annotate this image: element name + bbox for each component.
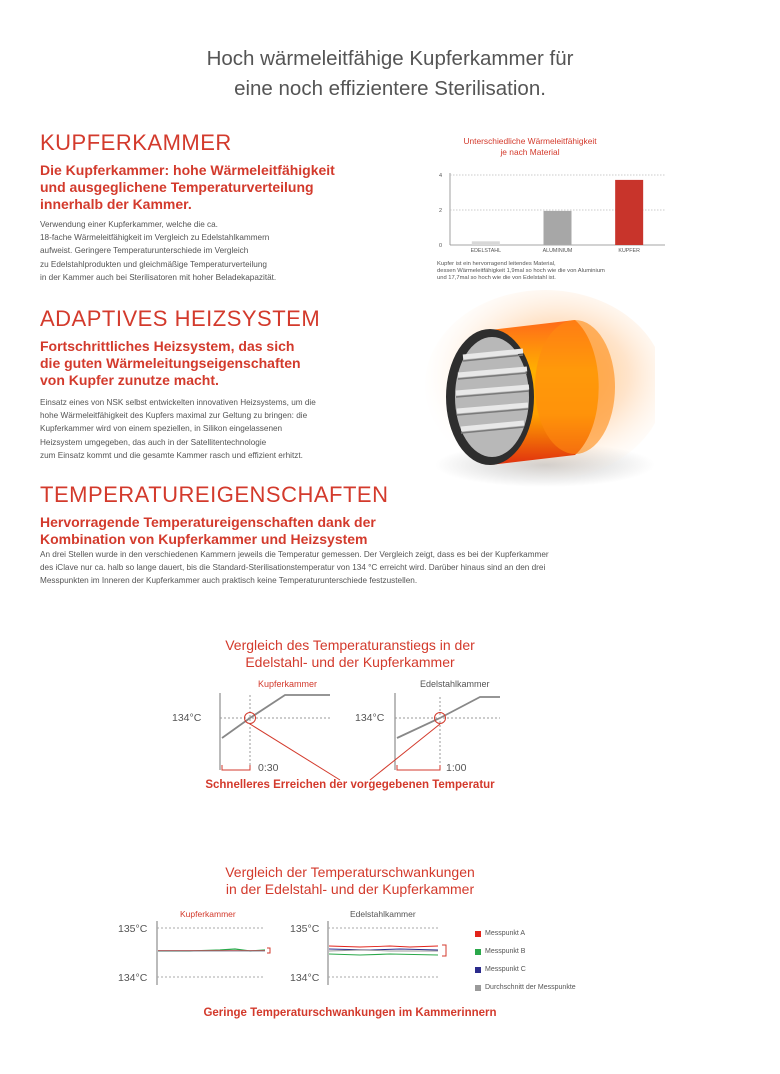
subheading-line: Hervorragende Temperatureigenschaften dank der	[40, 514, 376, 530]
subheading-line: und ausgeglichene Temperaturverteilung	[40, 179, 314, 195]
bar-chart-y-tick-label: 2	[438, 208, 442, 214]
legend-swatch	[475, 931, 481, 937]
section-body-kupferkammer	[40, 218, 276, 284]
rise-chart-title-line: Vergleich des Temperaturanstiegs in der	[225, 637, 475, 653]
rise-right-bracket	[397, 765, 440, 770]
subheading-line: von Kupfer zunutze macht.	[40, 372, 219, 388]
body-line: 18-fache Wärmeleitfähigkeit im Vergleich zu Edelstahlkammern	[40, 233, 270, 243]
rise-left-time-label: 0:30	[258, 762, 279, 774]
fluct-chart	[110, 905, 460, 990]
legend-label: Messpunkt C	[485, 966, 526, 973]
page-title-line-2: eine noch effizientere Sterilisation.	[234, 77, 546, 100]
subheading-line: Kombination von Kupferkammer und Heizsystem	[40, 531, 368, 547]
fluct-left-top-label: 135°C	[118, 923, 148, 935]
fluct-right-bracket	[442, 945, 446, 956]
body-line: zu Edelstahlprodukten und gleichmäßige Temperaturverteilung	[40, 259, 267, 269]
fluct-chart-caption: Geringe Temperaturschwankungen im Kammerinnern	[203, 1007, 497, 1019]
rise-chart	[150, 675, 540, 785]
section-heading-temperatur: TEMPERATUREIGENSCHAFTEN	[40, 482, 389, 507]
section-subheading-heizsystem	[40, 338, 301, 389]
section-body-temperatur	[40, 548, 740, 588]
rise-left-bracket	[222, 765, 250, 770]
page-title-line-1: Hoch wärmeleitfähige Kupferkammer für	[206, 47, 574, 70]
legend-item-messpunkt-b	[475, 943, 576, 961]
subheading-line: die guten Wärmeleitungseigenschaften	[40, 355, 301, 371]
bar-chart-title-line: je nach Material	[500, 147, 560, 157]
body-line: hohe Wärmeleitfähigkeit des Kupfers maximal zur Geltung zu bringen: die	[40, 411, 308, 421]
rise-right-temp-label: 134°C	[355, 712, 385, 724]
body-line: aufweist. Geringere Temperaturunterschiede im Vergleich	[40, 246, 249, 256]
section-heading-kupferkammer: KUPFERKAMMER	[40, 130, 232, 155]
bar-chart-category-label: KUPFER	[618, 248, 640, 254]
section-body-heizsystem	[40, 396, 316, 462]
subheading-line: Die Kupferkammer: hohe Wärmeleitfähigkeit	[40, 162, 335, 178]
fluct-right-series-c	[329, 949, 438, 950]
fluct-right-bottom-label: 134°C	[290, 972, 320, 984]
subheading-line: innerhalb der Kammer.	[40, 196, 192, 212]
fluct-legend	[475, 925, 576, 997]
rise-chart-title	[0, 637, 700, 671]
fluct-left-bracket	[267, 948, 270, 953]
copper-cylinder-end	[535, 320, 615, 454]
body-line: Einsatz eines von NSK selbst entwickelten innovativen Heizsystems, um die	[40, 398, 316, 407]
rise-pointer-right	[370, 724, 440, 780]
body-line: zum Einsatz kommt und die gesamte Kammer rasch und effizient erhitzt.	[40, 450, 303, 460]
fluct-chart-title	[0, 864, 700, 898]
bar-aluminium	[544, 211, 572, 245]
rise-right-label: Edelstahlkammer	[420, 679, 490, 689]
bar-chart-category-label: ALUMINIUM	[542, 248, 573, 254]
fluct-chart-title-line: Vergleich der Temperaturschwankungen	[225, 864, 475, 880]
legend-label: Messpunkt B	[485, 948, 526, 955]
bar-chart-note-line: und 17,7mal so hoch wie die von Edelstahl ist.	[437, 275, 556, 282]
body-line: des iClave nur ca. halb so lange dauert, bis die Standard-Sterilisationstemperatur von 134 °C erreicht wird. Darüber hinaus sind an den drei	[40, 563, 546, 573]
fluct-right-series-b	[329, 954, 438, 955]
bar-chart	[420, 165, 670, 260]
rise-right-time-label: 1:00	[446, 762, 467, 774]
rise-chart-caption: Schnelleres Erreichen der vorgegebenen Temperatur	[205, 779, 495, 791]
bar-chart-note	[437, 261, 605, 283]
fluct-right-top-label: 135°C	[290, 923, 320, 935]
rise-left-temp-label: 134°C	[172, 712, 202, 724]
body-line: Messpunkten im Inneren der Kupferkammer auch praktisch keine Temperaturunterschiede festzustellen.	[40, 576, 418, 586]
rise-chart-title-line: Edelstahl- und der Kupferkammer	[245, 654, 455, 670]
body-line: An drei Stellen wurde in den verschiedenen Kammern jeweils die Temperatur gemessen. Der Vergleich zeigt, dass es bei der Kupferkammer	[40, 550, 549, 559]
section-subheading-temperatur	[40, 514, 376, 548]
rise-left-label: Kupferkammer	[258, 679, 318, 689]
rise-left-curve	[222, 695, 330, 738]
fluct-left-label: Kupferkammer	[180, 909, 236, 919]
legend-swatch	[475, 949, 481, 955]
section-subheading-kupferkammer	[40, 162, 335, 213]
legend-swatch	[475, 967, 481, 973]
page-title	[0, 44, 780, 104]
bar-edelstahl	[472, 241, 500, 245]
legend-swatch	[475, 985, 481, 991]
bar-chart-note-line: Kupfer ist ein hervorragend leitendes Material,	[437, 261, 556, 267]
fluct-left-bottom-label: 134°C	[118, 972, 148, 984]
fluct-chart-title-line: in der Edelstahl- und der Kupferkammer	[225, 881, 475, 897]
body-line: Heizsystem umgegeben, das auch in der Satellitentechnologie	[40, 437, 267, 447]
fluct-right-series-a	[329, 946, 438, 947]
bar-chart-note-line: dessen Wärmeleitfähigkeit 1,9mal so hoch wie die von Aluminium	[437, 268, 605, 275]
bar-chart-title	[430, 136, 630, 158]
legend-item-messpunkt-c	[475, 961, 576, 979]
section-heading-heizsystem: ADAPTIVES HEIZSYSTEM	[40, 306, 321, 331]
fluct-right-label: Edelstahlkammer	[350, 909, 416, 919]
body-line: in der Kammer auch bei Sterilisatoren mit hoher Beladekapazität.	[40, 272, 277, 282]
subheading-line: Fortschrittliches Heizsystem, das sich	[40, 338, 295, 354]
bar-chart-title-line: Unterschiedliche Wärmeleitfähigkeit	[463, 136, 597, 146]
legend-label: Durchschnitt der Messpunkte	[485, 984, 576, 991]
legend-item-messpunkt-a	[475, 925, 576, 943]
fluct-right-series-avg	[329, 950, 438, 951]
legend-label: Messpunkt A	[485, 930, 526, 937]
body-line: Kupferkammer wird von einem speziellen, in Silikon eingelassenen	[40, 424, 283, 434]
bar-chart-y-tick-label: 4	[438, 173, 442, 179]
legend-item-durchschnitt	[475, 979, 576, 997]
heated-chamber-illustration	[395, 285, 655, 505]
bar-chart-category-label: EDELSTAHL	[470, 248, 502, 254]
body-line: Verwendung einer Kupferkammer, welche die ca.	[40, 220, 218, 229]
bar-kupfer	[615, 180, 643, 245]
bar-chart-y-tick-label: 0	[438, 243, 442, 249]
